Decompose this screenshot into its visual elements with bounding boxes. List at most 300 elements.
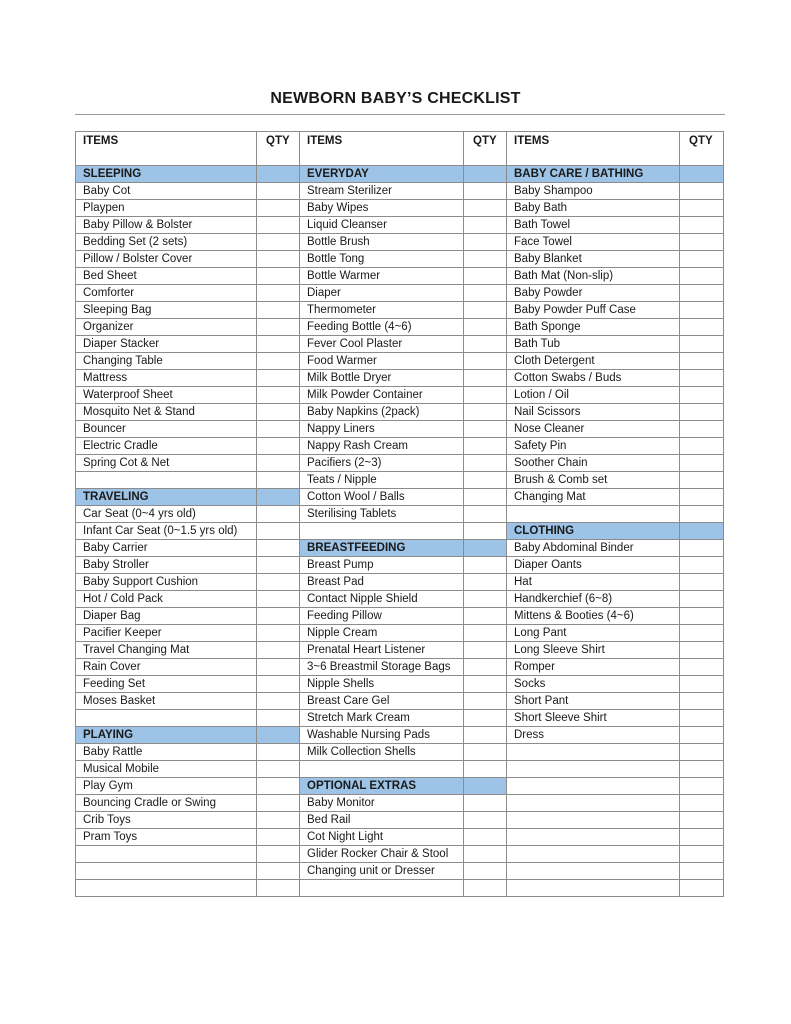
qty-cell[interactable]	[680, 540, 724, 557]
qty-cell[interactable]	[680, 336, 724, 353]
qty-cell[interactable]	[680, 472, 724, 489]
qty-cell[interactable]	[257, 251, 300, 268]
item-cell: Nipple Shells	[300, 676, 464, 693]
qty-cell[interactable]	[257, 710, 300, 727]
item-cell: Food Warmer	[300, 353, 464, 370]
item-cell	[507, 863, 680, 880]
item-cell: Diaper Bag	[76, 608, 257, 625]
section-header: EVERYDAY	[300, 166, 464, 183]
item-cell: Bath Sponge	[507, 319, 680, 336]
table-row	[76, 387, 724, 404]
header-row	[76, 132, 724, 166]
item-cell: Travel Changing Mat	[76, 642, 257, 659]
table-row	[76, 268, 724, 285]
section-header: TRAVELING	[76, 489, 257, 506]
item-cell: Stretch Mark Cream	[300, 710, 464, 727]
qty-cell[interactable]	[464, 489, 507, 506]
item-cell: Breast Care Gel	[300, 693, 464, 710]
item-cell: Mosquito Net & Stand	[76, 404, 257, 421]
qty-cell[interactable]	[464, 625, 507, 642]
table-row	[76, 608, 724, 625]
qty-cell[interactable]	[680, 846, 724, 863]
qty-cell[interactable]	[464, 455, 507, 472]
item-cell: Baby Powder Puff Case	[507, 302, 680, 319]
qty-cell[interactable]	[464, 744, 507, 761]
qty-cell[interactable]	[464, 846, 507, 863]
qty-cell[interactable]	[680, 710, 724, 727]
qty-cell[interactable]	[257, 438, 300, 455]
qty-cell[interactable]	[257, 727, 300, 744]
table-row	[76, 693, 724, 710]
qty-cell[interactable]	[257, 268, 300, 285]
qty-cell[interactable]	[464, 200, 507, 217]
qty-cell[interactable]	[257, 659, 300, 676]
table-row	[76, 319, 724, 336]
table-row	[76, 574, 724, 591]
item-cell: Organizer	[76, 319, 257, 336]
qty-cell[interactable]	[680, 319, 724, 336]
qty-cell[interactable]	[257, 778, 300, 795]
table-row	[76, 285, 724, 302]
section-header: CLOTHING	[507, 523, 680, 540]
item-cell: Hot / Cold Pack	[76, 591, 257, 608]
table-row	[76, 710, 724, 727]
item-cell: Cloth Detergent	[507, 353, 680, 370]
item-cell: Bath Tub	[507, 336, 680, 353]
qty-cell[interactable]	[680, 285, 724, 302]
section-header: PLAYING	[76, 727, 257, 744]
item-cell: Face Towel	[507, 234, 680, 251]
qty-cell[interactable]	[680, 200, 724, 217]
qty-cell[interactable]	[680, 183, 724, 200]
item-cell: Sterilising Tablets	[300, 506, 464, 523]
item-cell: Milk Powder Container	[300, 387, 464, 404]
qty-cell[interactable]	[464, 642, 507, 659]
item-cell: Baby Abdominal Binder	[507, 540, 680, 557]
item-cell: Dress	[507, 727, 680, 744]
item-cell: Baby Carrier	[76, 540, 257, 557]
qty-cell[interactable]	[680, 251, 724, 268]
table-row	[76, 523, 724, 540]
item-cell: Baby Bath	[507, 200, 680, 217]
qty-cell[interactable]	[680, 778, 724, 795]
item-cell: Baby Pillow & Bolster	[76, 217, 257, 234]
table-row	[76, 727, 724, 744]
qty-cell[interactable]	[680, 557, 724, 574]
qty-cell[interactable]	[680, 863, 724, 880]
item-cell: Changing unit or Dresser	[300, 863, 464, 880]
qty-cell[interactable]	[257, 336, 300, 353]
qty-cell[interactable]	[257, 353, 300, 370]
qty-cell[interactable]	[680, 574, 724, 591]
qty-cell[interactable]	[680, 523, 724, 540]
table-row	[76, 506, 724, 523]
item-cell: Baby Support Cushion	[76, 574, 257, 591]
qty-cell[interactable]	[464, 166, 507, 183]
item-cell: Lotion / Oil	[507, 387, 680, 404]
table-row	[76, 829, 724, 846]
qty-cell[interactable]	[464, 812, 507, 829]
item-cell: Waterproof Sheet	[76, 387, 257, 404]
item-cell: Bed Rail	[300, 812, 464, 829]
qty-cell[interactable]	[464, 710, 507, 727]
qty-cell[interactable]	[257, 625, 300, 642]
qty-cell[interactable]	[257, 540, 300, 557]
qty-cell[interactable]	[464, 676, 507, 693]
item-cell	[76, 880, 257, 897]
qty-cell[interactable]	[464, 438, 507, 455]
item-cell	[507, 829, 680, 846]
qty-cell[interactable]	[680, 421, 724, 438]
item-cell: Bedding Set (2 sets)	[76, 234, 257, 251]
item-cell: Changing Mat	[507, 489, 680, 506]
item-cell: Cotton Swabs / Buds	[507, 370, 680, 387]
qty-cell[interactable]	[680, 659, 724, 676]
qty-cell[interactable]	[464, 880, 507, 897]
item-cell: Mattress	[76, 370, 257, 387]
qty-cell[interactable]	[680, 795, 724, 812]
qty-cell[interactable]	[464, 659, 507, 676]
table-row	[76, 234, 724, 251]
qty-cell[interactable]	[464, 472, 507, 489]
item-cell: Play Gym	[76, 778, 257, 795]
qty-cell[interactable]	[257, 200, 300, 217]
qty-cell[interactable]	[257, 744, 300, 761]
item-cell	[300, 523, 464, 540]
qty-cell[interactable]	[464, 523, 507, 540]
qty-cell[interactable]	[680, 829, 724, 846]
item-cell: Short Pant	[507, 693, 680, 710]
title-rule	[75, 114, 725, 115]
table-row	[76, 302, 724, 319]
qty-cell[interactable]	[464, 540, 507, 557]
item-cell	[507, 744, 680, 761]
item-cell: Feeding Set	[76, 676, 257, 693]
qty-cell[interactable]	[257, 693, 300, 710]
section-header: BREASTFEEDING	[300, 540, 464, 557]
table-row	[76, 591, 724, 608]
table-row	[76, 455, 724, 472]
qty-cell[interactable]	[257, 761, 300, 778]
qty-cell[interactable]	[257, 506, 300, 523]
table-row	[76, 778, 724, 795]
item-cell: Nappy Liners	[300, 421, 464, 438]
qty-cell[interactable]	[680, 676, 724, 693]
section-header: OPTIONAL EXTRAS	[300, 778, 464, 795]
item-cell: Soother Chain	[507, 455, 680, 472]
item-cell: Nappy Rash Cream	[300, 438, 464, 455]
item-cell: Milk Bottle Dryer	[300, 370, 464, 387]
qty-cell[interactable]	[464, 285, 507, 302]
item-cell: Cot Night Light	[300, 829, 464, 846]
table-row	[76, 557, 724, 574]
item-cell: Fever Cool Plaster	[300, 336, 464, 353]
qty-cell[interactable]	[257, 591, 300, 608]
item-cell: Baby Cot	[76, 183, 257, 200]
table-row	[76, 761, 724, 778]
item-cell	[507, 880, 680, 897]
qty-cell[interactable]	[464, 217, 507, 234]
item-cell: Baby Powder	[507, 285, 680, 302]
qty-cell[interactable]	[464, 404, 507, 421]
qty-cell[interactable]	[680, 217, 724, 234]
table-row	[76, 489, 724, 506]
qty-cell[interactable]	[257, 608, 300, 625]
item-cell: Cotton Wool / Balls	[300, 489, 464, 506]
item-cell: Car Seat (0~4 yrs old)	[76, 506, 257, 523]
item-cell	[76, 846, 257, 863]
item-cell: Diaper	[300, 285, 464, 302]
qty-cell[interactable]	[464, 506, 507, 523]
qty-cell[interactable]	[680, 370, 724, 387]
qty-cell[interactable]	[464, 557, 507, 574]
item-cell	[507, 795, 680, 812]
table-row	[76, 421, 724, 438]
qty-cell[interactable]	[257, 812, 300, 829]
item-cell	[507, 812, 680, 829]
item-cell	[507, 846, 680, 863]
qty-cell[interactable]	[680, 693, 724, 710]
qty-cell[interactable]	[464, 608, 507, 625]
item-cell: Long Sleeve Shirt	[507, 642, 680, 659]
qty-cell[interactable]	[257, 846, 300, 863]
item-cell: Spring Cot & Net	[76, 455, 257, 472]
qty-cell[interactable]	[257, 302, 300, 319]
item-cell: Pacifier Keeper	[76, 625, 257, 642]
item-cell: Feeding Pillow	[300, 608, 464, 625]
item-cell: Crib Toys	[76, 812, 257, 829]
qty-cell[interactable]	[680, 455, 724, 472]
table-row	[76, 183, 724, 200]
qty-cell[interactable]	[257, 489, 300, 506]
qty-cell[interactable]	[680, 404, 724, 421]
qty-cell[interactable]	[680, 591, 724, 608]
item-cell: Bath Mat (Non-slip)	[507, 268, 680, 285]
item-cell: Nipple Cream	[300, 625, 464, 642]
table-row	[76, 744, 724, 761]
qty-cell[interactable]	[257, 404, 300, 421]
qty-cell[interactable]	[680, 761, 724, 778]
qty-cell[interactable]	[680, 387, 724, 404]
item-cell: Prenatal Heart Listener	[300, 642, 464, 659]
qty-cell[interactable]	[257, 829, 300, 846]
qty-cell[interactable]	[680, 353, 724, 370]
item-cell: Baby Rattle	[76, 744, 257, 761]
qty-cell[interactable]	[464, 591, 507, 608]
item-cell: Diaper Oants	[507, 557, 680, 574]
item-cell: Romper	[507, 659, 680, 676]
qty-cell[interactable]	[257, 234, 300, 251]
qty-cell[interactable]	[464, 421, 507, 438]
item-cell: Contact Nipple Shield	[300, 591, 464, 608]
item-cell	[507, 761, 680, 778]
item-cell: Pillow / Bolster Cover	[76, 251, 257, 268]
item-cell	[300, 761, 464, 778]
qty-cell[interactable]	[464, 251, 507, 268]
table-row	[76, 370, 724, 387]
item-cell: Moses Basket	[76, 693, 257, 710]
item-cell: Changing Table	[76, 353, 257, 370]
item-cell	[76, 710, 257, 727]
qty-cell[interactable]	[680, 880, 724, 897]
item-cell: Liquid Cleanser	[300, 217, 464, 234]
item-cell: Infant Car Seat (0~1.5 yrs old)	[76, 523, 257, 540]
qty-cell[interactable]	[257, 642, 300, 659]
qty-cell[interactable]	[464, 336, 507, 353]
item-cell	[507, 506, 680, 523]
qty-cell[interactable]	[464, 727, 507, 744]
item-cell: Baby Shampoo	[507, 183, 680, 200]
item-cell: Breast Pad	[300, 574, 464, 591]
item-cell: Baby Blanket	[507, 251, 680, 268]
item-cell: Safety Pin	[507, 438, 680, 455]
item-cell: Nose Cleaner	[507, 421, 680, 438]
table-row	[76, 625, 724, 642]
qty-cell[interactable]	[257, 217, 300, 234]
qty-cell[interactable]	[464, 370, 507, 387]
qty-cell[interactable]	[257, 421, 300, 438]
item-cell: Pram Toys	[76, 829, 257, 846]
qty-cell[interactable]	[680, 268, 724, 285]
qty-cell[interactable]	[257, 183, 300, 200]
item-cell: Electric Cradle	[76, 438, 257, 455]
item-cell: Long Pant	[507, 625, 680, 642]
table-row	[76, 336, 724, 353]
qty-cell[interactable]	[257, 455, 300, 472]
qty-cell[interactable]	[680, 489, 724, 506]
qty-cell[interactable]	[257, 319, 300, 336]
qty-cell[interactable]	[464, 863, 507, 880]
item-cell: Playpen	[76, 200, 257, 217]
item-cell: Bouncer	[76, 421, 257, 438]
item-cell: Baby Stroller	[76, 557, 257, 574]
qty-header: QTY	[257, 132, 300, 166]
item-cell: Thermometer	[300, 302, 464, 319]
item-cell: Washable Nursing Pads	[300, 727, 464, 744]
items-header: ITEMS	[507, 132, 680, 166]
qty-cell[interactable]	[464, 693, 507, 710]
item-cell: Socks	[507, 676, 680, 693]
table-row	[76, 353, 724, 370]
item-cell: Hat	[507, 574, 680, 591]
qty-cell[interactable]	[464, 234, 507, 251]
qty-cell[interactable]	[680, 727, 724, 744]
item-cell: Teats / Nipple	[300, 472, 464, 489]
item-cell: Breast Pump	[300, 557, 464, 574]
qty-cell[interactable]	[680, 744, 724, 761]
qty-cell[interactable]	[464, 268, 507, 285]
table-row	[76, 251, 724, 268]
qty-cell[interactable]	[257, 863, 300, 880]
item-cell: Bottle Tong	[300, 251, 464, 268]
item-cell: Handkerchief (6~8)	[507, 591, 680, 608]
item-cell: 3~6 Breastmil Storage Bags	[300, 659, 464, 676]
qty-cell[interactable]	[257, 676, 300, 693]
qty-cell[interactable]	[257, 370, 300, 387]
item-cell: Baby Wipes	[300, 200, 464, 217]
item-cell: Nail Scissors	[507, 404, 680, 421]
table-row	[76, 676, 724, 693]
table-row	[76, 166, 724, 183]
qty-cell[interactable]	[464, 761, 507, 778]
qty-header: QTY	[680, 132, 724, 166]
item-cell: Bottle Warmer	[300, 268, 464, 285]
qty-cell[interactable]	[257, 472, 300, 489]
item-cell: Pacifiers (2~3)	[300, 455, 464, 472]
table-row	[76, 846, 724, 863]
qty-cell[interactable]	[257, 557, 300, 574]
item-cell: Baby Monitor	[300, 795, 464, 812]
table-row	[76, 438, 724, 455]
item-cell: Mittens & Booties (4~6)	[507, 608, 680, 625]
qty-cell[interactable]	[680, 234, 724, 251]
qty-cell[interactable]	[464, 387, 507, 404]
section-header: SLEEPING	[76, 166, 257, 183]
item-cell	[507, 778, 680, 795]
qty-cell[interactable]	[680, 438, 724, 455]
qty-cell[interactable]	[257, 285, 300, 302]
table-row	[76, 540, 724, 557]
item-cell: Baby Napkins (2pack)	[300, 404, 464, 421]
table-row	[76, 880, 724, 897]
items-header: ITEMS	[300, 132, 464, 166]
item-cell: Glider Rocker Chair & Stool	[300, 846, 464, 863]
qty-header: QTY	[464, 132, 507, 166]
item-cell	[300, 880, 464, 897]
qty-cell[interactable]	[257, 880, 300, 897]
qty-cell[interactable]	[257, 523, 300, 540]
table-row	[76, 642, 724, 659]
item-cell: Bottle Brush	[300, 234, 464, 251]
qty-cell[interactable]	[257, 166, 300, 183]
qty-cell[interactable]	[680, 625, 724, 642]
section-header: BABY CARE / BATHING	[507, 166, 680, 183]
qty-cell[interactable]	[257, 574, 300, 591]
table-row	[76, 795, 724, 812]
qty-cell[interactable]	[680, 166, 724, 183]
qty-cell[interactable]	[257, 387, 300, 404]
item-cell: Brush & Comb set	[507, 472, 680, 489]
item-cell: Bouncing Cradle or Swing	[76, 795, 257, 812]
qty-cell[interactable]	[680, 608, 724, 625]
qty-cell[interactable]	[464, 574, 507, 591]
qty-cell[interactable]	[464, 302, 507, 319]
qty-cell[interactable]	[464, 353, 507, 370]
qty-cell[interactable]	[464, 778, 507, 795]
qty-cell[interactable]	[680, 812, 724, 829]
table-row	[76, 659, 724, 676]
qty-cell[interactable]	[464, 829, 507, 846]
item-cell: Bath Towel	[507, 217, 680, 234]
qty-cell[interactable]	[680, 642, 724, 659]
table-row	[76, 472, 724, 489]
table-row	[76, 812, 724, 829]
qty-cell[interactable]	[464, 795, 507, 812]
qty-cell[interactable]	[680, 302, 724, 319]
item-cell: Short Sleeve Shirt	[507, 710, 680, 727]
item-cell: Sleeping Bag	[76, 302, 257, 319]
qty-cell[interactable]	[464, 183, 507, 200]
item-cell: Milk Collection Shells	[300, 744, 464, 761]
item-cell: Stream Sterilizer	[300, 183, 464, 200]
item-cell: Feeding Bottle (4~6)	[300, 319, 464, 336]
table-row	[76, 404, 724, 421]
qty-cell[interactable]	[464, 319, 507, 336]
qty-cell[interactable]	[257, 795, 300, 812]
document-title: NEWBORN BABY’S CHECKLIST	[270, 90, 521, 107]
table-row	[76, 217, 724, 234]
qty-cell[interactable]	[680, 506, 724, 523]
